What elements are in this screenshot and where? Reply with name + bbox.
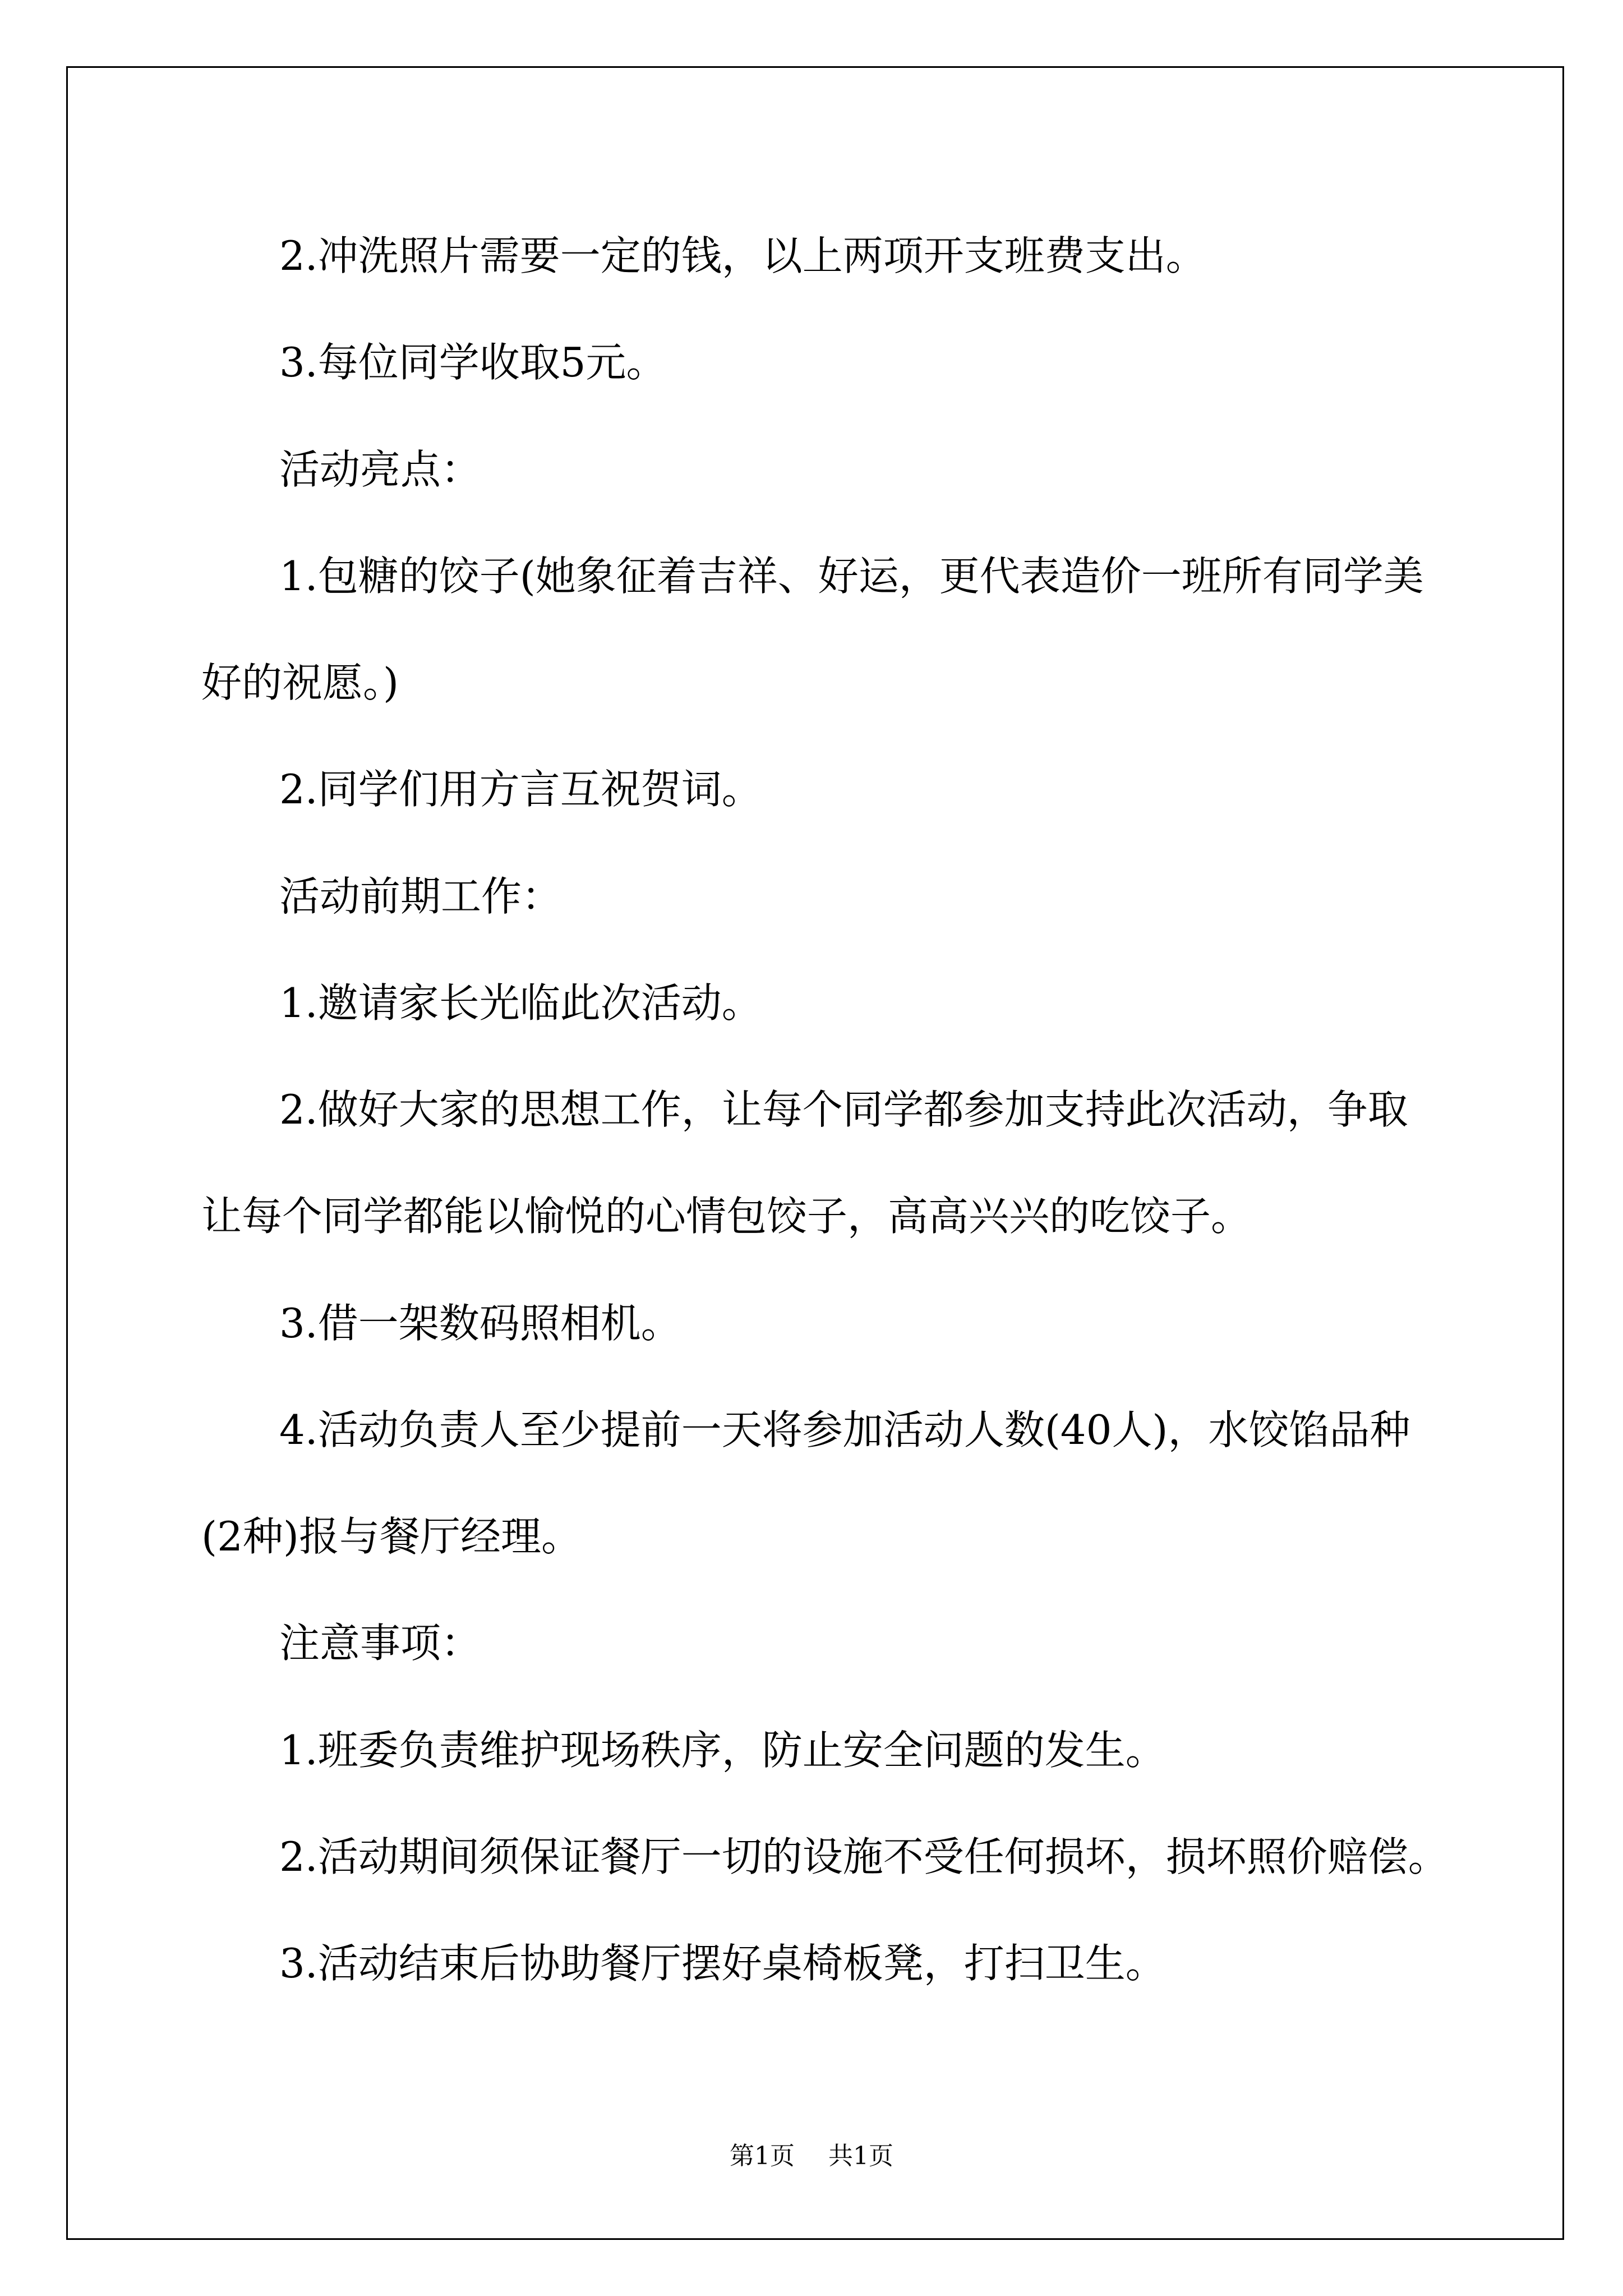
section-heading: 活动亮点： bbox=[279, 445, 482, 493]
paragraph-note-1 bbox=[201, 1697, 1508, 1803]
body-line: 3.活动结束后协助餐厅摆好桌椅板凳，打扫卫生。 bbox=[279, 1940, 1166, 1987]
document-body bbox=[201, 203, 1508, 2017]
body-line: 好的祝愿。) bbox=[201, 659, 399, 706]
paragraph-fee bbox=[201, 309, 1508, 416]
page-footer bbox=[0, 2142, 1623, 2171]
body-line: 1.邀请家长光临此次活动。 bbox=[279, 979, 762, 1027]
body-line: 1.班委负责维护现场秩序，防止安全问题的发生。 bbox=[279, 1726, 1166, 1774]
paragraph-prep-3 bbox=[201, 1270, 1508, 1377]
paragraph-prep-2 bbox=[201, 1056, 1508, 1270]
paragraph-note-2 bbox=[201, 1803, 1508, 1910]
body-line: (2种)报与餐厅经理。 bbox=[201, 1513, 582, 1560]
paragraph-note-3 bbox=[201, 1910, 1508, 2017]
section-heading-highlights bbox=[201, 416, 1508, 523]
paragraph-highlight-2 bbox=[201, 736, 1508, 843]
section-heading: 注意事项： bbox=[279, 1619, 482, 1667]
page-total: 共1页 bbox=[828, 2142, 893, 2170]
paragraph-prep-1 bbox=[201, 950, 1508, 1056]
body-line: 2.冲洗照片需要一定的钱，以上两项开支班费支出。 bbox=[279, 232, 1206, 279]
section-heading-notes bbox=[201, 1590, 1508, 1696]
section-heading: 活动前期工作： bbox=[279, 872, 562, 920]
page-number: 第1页 bbox=[730, 2142, 795, 2170]
body-line: 3.每位同学收取5元。 bbox=[279, 339, 667, 386]
body-line: 1.包糖的饺子(她象征着吉祥、好运，更代表造价一班所有同学美 bbox=[279, 552, 1424, 600]
paragraph-prep-4 bbox=[201, 1377, 1508, 1590]
section-heading-preparation bbox=[201, 843, 1508, 950]
body-line: 让每个同学都能以愉悦的心情包饺子，高高兴兴的吃饺子。 bbox=[201, 1193, 1252, 1240]
paragraph-highlight-1 bbox=[201, 523, 1508, 737]
body-line: 2.活动期间须保证餐厅一切的设施不受任何损坏，损坏照价赔偿。 bbox=[279, 1833, 1449, 1880]
body-line: 3.借一架数码照相机。 bbox=[279, 1299, 681, 1347]
paragraph-cost bbox=[201, 203, 1508, 309]
body-line: 2.做好大家的思想工作，让每个同学都参加支持此次活动，争取 bbox=[279, 1086, 1408, 1133]
body-line: 4.活动负责人至少提前一天将参加活动人数(40人)，水饺馅品种 bbox=[279, 1406, 1410, 1453]
body-line: 2.同学们用方言互祝贺词。 bbox=[279, 766, 762, 813]
